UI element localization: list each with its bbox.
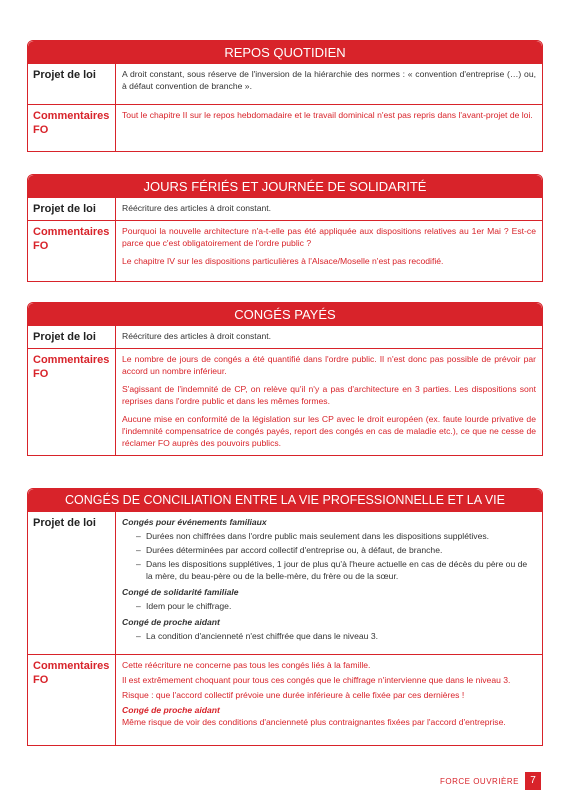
- paragraph: Même risque de voir des conditions d'ancienneté plus contraignantes fixées par l'accord d'entreprise.: [122, 717, 506, 727]
- list: [122, 530, 536, 582]
- row-label: Commentaires FO: [28, 349, 116, 455]
- subheading: Congés pour événements familiaux: [122, 517, 267, 527]
- section-conges-conciliation: [27, 488, 543, 746]
- paragraph: A droit constant, sous réserve de l'inversion de la hiérarchie des normes : « convention d'entreprise (…) ou, à défaut convention de branche ».: [122, 69, 536, 91]
- table-row: [28, 348, 542, 455]
- row-content: [116, 512, 542, 654]
- paragraph: Réécriture des articles à droit constant.: [122, 203, 272, 213]
- section-repos-quotidien: [27, 40, 543, 152]
- paragraph: Il est extrêmement choquant pour tous ces congés que le chiffrage n'intervienne que dans le niveau 3.: [122, 675, 511, 685]
- table-row: [28, 104, 542, 151]
- row-content: [116, 221, 542, 281]
- subheading: Congé de solidarité familiale: [122, 587, 239, 597]
- row-label: Commentaires FO: [28, 655, 116, 745]
- page-footer: [440, 772, 541, 790]
- list-item: – Durées non chiffrées dans l'ordre public mais seulement dans les dispositions supplétives.: [136, 530, 536, 542]
- paragraph: Réécriture des articles à droit constant.: [122, 331, 272, 341]
- section-conges-payes: [27, 302, 543, 456]
- row-content: [116, 349, 542, 455]
- table-row: [28, 198, 542, 220]
- paragraph: Le chapitre IV sur les dispositions particulières à l'Alsace/Moselle n'est pas recodifié.: [122, 256, 444, 266]
- row-content: [116, 655, 542, 745]
- subheading: Congé de proche aidant: [122, 705, 220, 715]
- row-content: [116, 198, 542, 220]
- paragraph: Le nombre de jours de congés a été quantifié dans l'ordre public. Il n'est donc pas possible de prévoir par accord un nombre inférieur.: [122, 354, 536, 376]
- paragraph: Tout le chapitre II sur le repos hebdomadaire et le travail dominical n'est pas repris dans l'avant-projet de loi.: [122, 110, 533, 120]
- paragraph: Cette réécriture ne concerne pas tous les congés liés à la famille.: [122, 660, 371, 670]
- subheading: Congé de proche aidant: [122, 617, 220, 627]
- paragraph: S'agissant de l'indemnité de CP, on relève qu'il n'y a pas d'architecture en 3 parties. Les dispositions sont reprises dans l'ordre public et dans les mêmes formes.: [122, 384, 536, 406]
- row-label: Commentaires FO: [28, 221, 116, 281]
- row-label: Commentaires FO: [28, 105, 116, 151]
- list: [122, 600, 536, 612]
- row-content: [116, 326, 542, 348]
- table-row: [28, 326, 542, 348]
- row-label: Projet de loi: [28, 64, 116, 104]
- list-item: – Dans les dispositions supplétives, 1 jour de plus qu'à l'heure actuelle en cas de décès du père ou de la mère, du beau-père ou de la belle-mère, du frère ou de la sœur.: [136, 558, 536, 582]
- table-row: [28, 654, 542, 745]
- table-row: [28, 512, 542, 654]
- list-item: – Durées déterminées par accord collectif d'entreprise ou, à défaut, de branche.: [136, 544, 536, 556]
- table-row: [28, 220, 542, 281]
- section-title: REPOS QUOTIDIEN: [28, 41, 542, 64]
- paragraph: Pourquoi la nouvelle architecture n'a-t-elle pas été appliquée aux dispositions relatives au 1er Mai ? Est-ce parce que c'est obligatoirement de l'ordre public ?: [122, 226, 536, 248]
- row-content: [116, 64, 542, 104]
- list: [122, 630, 536, 642]
- row-content: [116, 105, 542, 151]
- footer-brand: FORCE OUVRIÈRE: [439, 776, 519, 786]
- page-number: 7: [525, 772, 541, 790]
- table-row: [28, 64, 542, 104]
- paragraph: Risque : que l'accord collectif prévoie une durée inférieure à celle fixée par ces dernières !: [122, 690, 465, 700]
- section-title: JOURS FÉRIÉS ET JOURNÉE DE SOLIDARITÉ: [28, 175, 542, 198]
- section-jours-feries: [27, 174, 543, 282]
- row-label: Projet de loi: [28, 512, 116, 654]
- row-label: Projet de loi: [28, 198, 116, 220]
- section-title: CONGÉS PAYÉS: [28, 303, 542, 326]
- section-title: CONGÉS DE CONCILIATION ENTRE LA VIE PROFESSIONNELLE ET LA VIE PERSONNELLE: [28, 489, 542, 512]
- list-item: – La condition d'ancienneté n'est chiffrée que dans le niveau 3.: [136, 630, 536, 642]
- list-item: – Idem pour le chiffrage.: [136, 600, 536, 612]
- row-label: Projet de loi: [28, 326, 116, 348]
- paragraph: Aucune mise en conformité de la législation sur les CP avec le droit européen (ex. faute lourde privative de l'indemnité compensatrice de congés payés, report des congés en cas de maladie etc.), ce que ne cesse de réclamer FO auprès des pouvoirs publics.: [122, 414, 536, 448]
